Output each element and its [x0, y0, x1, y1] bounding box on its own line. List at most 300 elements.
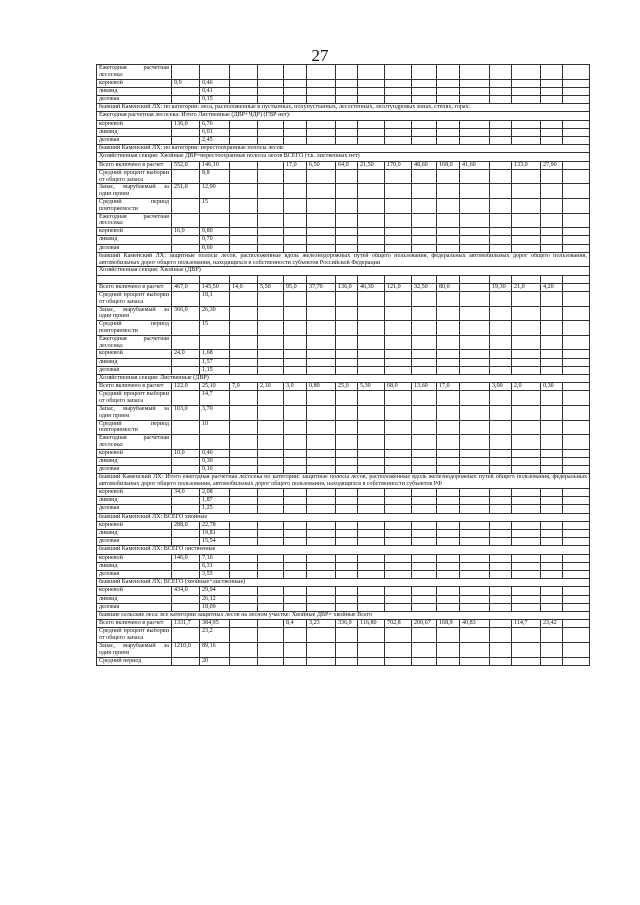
table-cell: [307, 435, 336, 450]
table-cell: [358, 497, 385, 505]
table-cell: [563, 383, 590, 391]
table-cell: [358, 169, 385, 184]
table-cell: [284, 530, 307, 538]
row-label: Всего включено в расчет: [97, 283, 172, 291]
table-cell: [307, 184, 336, 199]
row-label: ликвид: [97, 497, 172, 505]
table-cell: [460, 244, 490, 252]
table-cell: [412, 628, 437, 643]
table-cell: [563, 620, 590, 628]
table-cell: [336, 275, 358, 283]
table-cell: [563, 198, 590, 213]
table-cell: [563, 358, 590, 366]
table-cell: [437, 538, 460, 546]
table-cell: [258, 521, 284, 529]
row-label: корневой: [97, 587, 172, 595]
table-cell: [336, 497, 358, 505]
table-cell: [490, 65, 512, 80]
table-cell: [412, 466, 437, 474]
table-cell: [563, 391, 590, 406]
table-row: [97, 275, 590, 283]
table-cell: [512, 120, 541, 128]
row-label: деловая: [97, 603, 172, 611]
table-cell: [437, 489, 460, 497]
table-cell: [490, 497, 512, 505]
table-cell: [307, 87, 336, 95]
table-cell: [172, 128, 200, 136]
table-cell: 168,0: [437, 161, 460, 169]
table-cell: [284, 87, 307, 95]
table-cell: [385, 562, 412, 570]
table-row: [97, 236, 590, 244]
table-cell: [336, 521, 358, 529]
table-cell: [490, 96, 512, 104]
table-cell: [307, 420, 336, 435]
table-cell: [284, 435, 307, 450]
table-cell: [358, 321, 385, 336]
table-cell: [284, 497, 307, 505]
table-row: [97, 538, 590, 546]
table-cell: [230, 65, 258, 80]
table-cell: [512, 587, 541, 595]
table-row: [97, 435, 590, 450]
table-cell: [307, 406, 336, 421]
table-cell: [258, 169, 284, 184]
table-cell: [284, 96, 307, 104]
table-cell: [358, 449, 385, 457]
table-cell: [358, 128, 385, 136]
table-cell: [512, 466, 541, 474]
table-cell: [512, 505, 541, 513]
table-cell: [541, 358, 563, 366]
table-row: [97, 466, 590, 474]
table-cell: 145,50: [200, 283, 230, 291]
table-cell: 1331,7: [172, 620, 200, 628]
table-cell: [385, 358, 412, 366]
table-cell: [358, 228, 385, 236]
table-cell: [258, 642, 284, 657]
table-cell: [563, 228, 590, 236]
table-cell: 6,01: [200, 128, 230, 136]
table-body: [97, 65, 590, 666]
table-cell: [284, 628, 307, 643]
table-cell: [336, 198, 358, 213]
table-cell: [258, 570, 284, 578]
table-cell: [541, 603, 563, 611]
table-row: [97, 306, 590, 321]
table-cell: [563, 562, 590, 570]
table-cell: [460, 538, 490, 546]
table-cell: [490, 466, 512, 474]
row-label: Ежегодная расчетная лесосека:: [97, 65, 172, 80]
table-cell: [437, 184, 460, 199]
table-cell: [358, 350, 385, 358]
table-cell: [358, 198, 385, 213]
table-row: [97, 458, 590, 466]
table-cell: [307, 306, 336, 321]
section-row: [97, 267, 590, 275]
table-cell: [490, 603, 512, 611]
table-cell: [541, 335, 563, 350]
table-cell: [541, 642, 563, 657]
table-cell: [230, 236, 258, 244]
table-cell: [336, 449, 358, 457]
table-cell: [200, 435, 230, 450]
table-cell: [307, 497, 336, 505]
table-row: [97, 321, 590, 336]
section-row: [97, 252, 590, 267]
table-cell: 0,40: [200, 449, 230, 457]
table-cell: [172, 466, 200, 474]
table-cell: [307, 603, 336, 611]
table-cell: [412, 335, 437, 350]
table-cell: [284, 358, 307, 366]
table-cell: [385, 291, 412, 306]
table-cell: [490, 657, 512, 665]
table-row: [97, 657, 590, 665]
table-cell: [358, 530, 385, 538]
table-cell: [512, 96, 541, 104]
table-cell: 1,68: [200, 350, 230, 358]
table-row: [97, 497, 590, 505]
table-cell: [512, 521, 541, 529]
table-cell: [336, 562, 358, 570]
table-cell: [336, 530, 358, 538]
table-cell: [563, 350, 590, 358]
table-cell: [336, 366, 358, 374]
table-cell: [284, 420, 307, 435]
table-cell: [412, 489, 437, 497]
table-cell: [358, 184, 385, 199]
table-cell: [563, 587, 590, 595]
table-cell: [490, 458, 512, 466]
table-cell: 146,10: [200, 161, 230, 169]
table-cell: [284, 306, 307, 321]
row-label: Средний период повторяемости: [97, 420, 172, 435]
table-cell: [258, 128, 284, 136]
table-cell: [307, 291, 336, 306]
table-cell: [307, 538, 336, 546]
table-cell: [172, 321, 200, 336]
table-cell: [490, 358, 512, 366]
table-cell: [307, 244, 336, 252]
table-cell: [563, 449, 590, 457]
table-cell: 2,45: [200, 136, 230, 144]
table-cell: [358, 628, 385, 643]
table-cell: [541, 228, 563, 236]
table-cell: [358, 466, 385, 474]
table-cell: [336, 244, 358, 252]
table-cell: [460, 275, 490, 283]
table-cell: [541, 587, 563, 595]
table-cell: 16,0: [172, 228, 200, 236]
table-cell: 21,0: [512, 283, 541, 291]
table-cell: [563, 169, 590, 184]
table-row: [97, 505, 590, 513]
table-cell: [230, 321, 258, 336]
table-cell: [437, 366, 460, 374]
table-cell: 22,78: [200, 521, 230, 529]
table-cell: [258, 184, 284, 199]
table-cell: [358, 306, 385, 321]
table-cell: [385, 587, 412, 595]
table-cell: [172, 458, 200, 466]
table-cell: [258, 79, 284, 87]
table-cell: [385, 449, 412, 457]
table-cell: [460, 236, 490, 244]
table-cell: [412, 595, 437, 603]
section-header: бывший Каменский ЛХ: по категории: леса, расположенные в пустынных, полупустынных, лесостепных, лесотундровых зонах, степях, горах:: [97, 104, 590, 112]
table-cell: [460, 96, 490, 104]
table-cell: [512, 489, 541, 497]
table-row: [97, 96, 590, 104]
table-cell: 0,30: [541, 383, 563, 391]
table-cell: [336, 65, 358, 80]
table-cell: [358, 87, 385, 95]
table-cell: [437, 244, 460, 252]
table-cell: [490, 321, 512, 336]
table-cell: [437, 136, 460, 144]
table-cell: [284, 554, 307, 562]
table-cell: [412, 538, 437, 546]
table-cell: [541, 236, 563, 244]
row-label: ликвид: [97, 458, 172, 466]
table-cell: 1,87: [200, 497, 230, 505]
row-label: Ежегодная расчетная лесосека:: [97, 213, 172, 228]
table-cell: [258, 538, 284, 546]
table-cell: [172, 538, 200, 546]
table-cell: [460, 466, 490, 474]
table-cell: [385, 128, 412, 136]
table-cell: [563, 570, 590, 578]
table-cell: [200, 335, 230, 350]
table-cell: [230, 291, 258, 306]
table-cell: 23,2: [200, 628, 230, 643]
table-cell: 5,30: [358, 383, 385, 391]
table-cell: 3,00: [490, 383, 512, 391]
table-cell: [490, 136, 512, 144]
row-label: ликвид: [97, 128, 172, 136]
table-cell: [230, 530, 258, 538]
table-cell: [307, 595, 336, 603]
table-cell: [512, 236, 541, 244]
table-row: [97, 489, 590, 497]
table-cell: [358, 244, 385, 252]
table-cell: [437, 505, 460, 513]
table-row: [97, 136, 590, 144]
table-cell: [490, 521, 512, 529]
table-cell: [460, 406, 490, 421]
table-row: [97, 521, 590, 529]
table-cell: [307, 366, 336, 374]
table-cell: [358, 603, 385, 611]
table-cell: [284, 538, 307, 546]
table-cell: 6,76: [200, 120, 230, 128]
table-cell: 136,0: [336, 283, 358, 291]
table-cell: [490, 435, 512, 450]
table-cell: [541, 184, 563, 199]
table-cell: 336,9: [336, 620, 358, 628]
section-header: бывший Каменский ЛХ: защитные полосы лесов, расположенные вдоль железнодорожных путей общего пользования, федеральных автомобильных дорог общего пользования, автомобильных дорог общего пользования, находящихся в собственности субъектов Российской Федерации: [97, 252, 590, 267]
table-cell: [307, 628, 336, 643]
table-cell: [258, 65, 284, 80]
table-cell: [284, 489, 307, 497]
section-header: бывший Каменский ЛХ: ВСЕГО (хвойные+лиственные): [97, 579, 590, 587]
table-cell: [258, 236, 284, 244]
table-cell: [412, 198, 437, 213]
table-cell: 21,50: [358, 161, 385, 169]
table-cell: [460, 136, 490, 144]
table-cell: [172, 603, 200, 611]
table-cell: [490, 620, 512, 628]
table-cell: [336, 87, 358, 95]
section-header: Хозяйственная секция: Хвойные (ДВР): [97, 267, 590, 275]
table-cell: [490, 161, 512, 169]
table-cell: [172, 87, 200, 95]
section-row: [97, 513, 590, 521]
table-cell: [512, 213, 541, 228]
table-cell: [563, 657, 590, 665]
table-cell: [541, 213, 563, 228]
table-cell: [512, 642, 541, 657]
table-cell: [385, 87, 412, 95]
table-cell: [358, 642, 385, 657]
table-cell: [336, 213, 358, 228]
table-cell: [541, 198, 563, 213]
table-cell: [437, 236, 460, 244]
table-cell: 116,80: [358, 620, 385, 628]
table-cell: [490, 184, 512, 199]
table-cell: [230, 120, 258, 128]
table-cell: [358, 521, 385, 529]
table-cell: [385, 420, 412, 435]
table-cell: [385, 184, 412, 199]
table-cell: [230, 128, 258, 136]
section-row: [97, 145, 590, 153]
section-row: [97, 104, 590, 112]
table-cell: [512, 306, 541, 321]
table-cell: [541, 128, 563, 136]
table-cell: [437, 642, 460, 657]
table-cell: [412, 120, 437, 128]
table-cell: [284, 244, 307, 252]
row-label: Всего включено в расчет: [97, 383, 172, 391]
table-cell: [541, 79, 563, 87]
table-cell: [437, 628, 460, 643]
section-header: бывшие сельские леса: все категории защитных лесов на лесном участке: Хвойные ДВР= хвойные Всего: [97, 611, 590, 619]
table-cell: [412, 562, 437, 570]
table-cell: [512, 458, 541, 466]
table-cell: [541, 458, 563, 466]
table-cell: [490, 587, 512, 595]
table-cell: [541, 291, 563, 306]
table-cell: [230, 244, 258, 252]
table-cell: [563, 628, 590, 643]
table-cell: 552,0: [172, 161, 200, 169]
table-cell: [172, 275, 200, 283]
table-cell: [172, 505, 200, 513]
table-row: [97, 291, 590, 306]
table-cell: [385, 538, 412, 546]
table-cell: [258, 505, 284, 513]
table-cell: [284, 198, 307, 213]
table-cell: [336, 570, 358, 578]
table-cell: [541, 570, 563, 578]
table-cell: [307, 79, 336, 87]
row-label: деловая: [97, 244, 172, 252]
table-cell: [307, 449, 336, 457]
table-cell: [336, 420, 358, 435]
table-cell: [460, 306, 490, 321]
table-cell: [385, 79, 412, 87]
table-cell: [284, 521, 307, 529]
table-cell: [230, 657, 258, 665]
table-cell: [512, 603, 541, 611]
table-cell: [412, 587, 437, 595]
table-row: [97, 350, 590, 358]
table-cell: 2,08: [200, 489, 230, 497]
table-cell: [412, 169, 437, 184]
table-cell: [172, 65, 200, 80]
table-cell: [512, 184, 541, 199]
row-label: ликвид: [97, 595, 172, 603]
table-cell: [336, 128, 358, 136]
table-cell: [412, 79, 437, 87]
table-cell: [385, 244, 412, 252]
table-cell: [490, 628, 512, 643]
table-cell: [307, 562, 336, 570]
table-row: [97, 65, 590, 80]
table-cell: [541, 406, 563, 421]
table-cell: [230, 358, 258, 366]
table-cell: [284, 228, 307, 236]
table-cell: 26,12: [200, 595, 230, 603]
table-cell: [460, 497, 490, 505]
table-cell: [512, 562, 541, 570]
table-cell: [172, 291, 200, 306]
row-label: ликвид: [97, 236, 172, 244]
table-cell: [512, 657, 541, 665]
table-cell: [437, 335, 460, 350]
table-cell: 3,55: [200, 570, 230, 578]
table-cell: [258, 120, 284, 128]
table-cell: [460, 358, 490, 366]
row-label: Запас, вырубаемый за один прием: [97, 184, 172, 199]
table-cell: [541, 505, 563, 513]
section-row: [97, 611, 590, 619]
table-cell: [307, 198, 336, 213]
table-cell: [284, 595, 307, 603]
table-cell: [258, 458, 284, 466]
table-row: [97, 562, 590, 570]
table-cell: 3,70: [200, 406, 230, 421]
table-cell: [230, 554, 258, 562]
table-cell: [412, 128, 437, 136]
table-cell: [412, 65, 437, 80]
table-cell: [512, 244, 541, 252]
table-cell: [512, 65, 541, 80]
table-cell: [412, 521, 437, 529]
table-cell: [284, 603, 307, 611]
table-cell: [358, 358, 385, 366]
table-cell: [437, 530, 460, 538]
table-cell: 13,60: [412, 383, 437, 391]
table-cell: 1,57: [200, 358, 230, 366]
table-cell: [412, 554, 437, 562]
table-cell: [460, 554, 490, 562]
table-cell: [563, 489, 590, 497]
table-cell: [258, 291, 284, 306]
